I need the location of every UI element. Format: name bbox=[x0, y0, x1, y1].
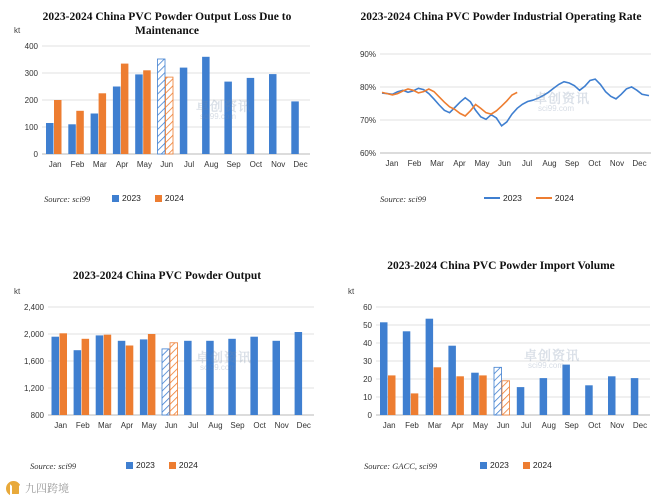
svg-text:Jul: Jul bbox=[520, 421, 532, 430]
svg-text:0: 0 bbox=[367, 411, 372, 420]
svg-text:Oct: Oct bbox=[253, 421, 266, 430]
y-axis-unit-loss: kt bbox=[14, 26, 21, 35]
panel-title-output: 2023-2024 China PVC Powder Output bbox=[72, 270, 262, 282]
panel-title-output-loss: 2023-2024 China PVC Powder Output Loss Due to Maintenance bbox=[42, 11, 292, 37]
panel-title-operating-rate: 2023-2024 China PVC Powder Industrial Operating Rate bbox=[360, 11, 642, 23]
svg-text:Feb: Feb bbox=[75, 421, 90, 430]
legend-label: 2023 bbox=[122, 193, 141, 203]
legend-line-icon bbox=[536, 197, 552, 200]
svg-text:May: May bbox=[141, 421, 157, 430]
legend-label: 2024 bbox=[532, 460, 552, 470]
svg-text:Nov: Nov bbox=[274, 421, 289, 430]
svg-text:1,200: 1,200 bbox=[23, 384, 44, 393]
watermark-text: 卓创资讯 bbox=[196, 350, 253, 365]
svg-text:Apr: Apr bbox=[451, 421, 464, 430]
watermark-subtext: sci99.com bbox=[200, 112, 237, 121]
legend-swatch-icon bbox=[155, 195, 162, 202]
svg-text:Oct: Oct bbox=[588, 421, 601, 430]
legend-swatch-icon bbox=[126, 462, 133, 469]
watermark-subtext: sci99.com bbox=[538, 104, 575, 113]
svg-text:Jun: Jun bbox=[498, 159, 511, 168]
panel-output bbox=[0, 249, 334, 499]
svg-text:30: 30 bbox=[363, 357, 372, 366]
svg-text:70%: 70% bbox=[359, 116, 376, 125]
legend-label: 2024 bbox=[178, 460, 198, 470]
svg-text:400: 400 bbox=[24, 42, 38, 51]
svg-text:Jun: Jun bbox=[496, 421, 510, 430]
svg-text:Dec: Dec bbox=[632, 421, 648, 430]
svg-text:300: 300 bbox=[24, 69, 38, 78]
watermark-subtext: sci99.com bbox=[200, 363, 237, 372]
svg-text:50: 50 bbox=[363, 321, 372, 330]
legend-item-2024 bbox=[155, 193, 184, 203]
legend-label: 2024 bbox=[554, 193, 574, 203]
legend-label: 2023 bbox=[490, 460, 509, 470]
panel-title-import-volume: 2023-2024 China PVC Powder Import Volume bbox=[387, 260, 615, 272]
svg-text:Jan: Jan bbox=[385, 159, 399, 168]
legend-swatch-icon bbox=[523, 462, 530, 469]
legend-item-2023 bbox=[480, 460, 509, 470]
svg-text:Aug: Aug bbox=[541, 421, 556, 430]
source-note-operating-rate: Source: sci99 bbox=[380, 194, 427, 204]
y-axis-unit-output: kt bbox=[14, 287, 21, 296]
svg-text:Jan: Jan bbox=[54, 421, 68, 430]
logo-mark-icon bbox=[6, 481, 21, 496]
source-note-import: Source: GACC, sci99 bbox=[364, 461, 438, 471]
svg-text:Oct: Oct bbox=[249, 160, 263, 169]
svg-text:May: May bbox=[472, 421, 488, 430]
plot-output bbox=[8, 297, 324, 447]
svg-text:Sep: Sep bbox=[230, 421, 245, 430]
legend-swatch-icon bbox=[169, 462, 176, 469]
svg-text:Apr: Apr bbox=[453, 159, 466, 168]
svg-text:Feb: Feb bbox=[405, 421, 419, 430]
svg-text:Jan: Jan bbox=[48, 160, 62, 169]
logo-text: 九四跨境 bbox=[25, 483, 69, 495]
svg-text:Aug: Aug bbox=[208, 421, 223, 430]
panel-operating-rate bbox=[334, 0, 668, 249]
svg-text:Dec: Dec bbox=[293, 160, 308, 169]
svg-text:Nov: Nov bbox=[271, 160, 286, 169]
legend-item-2024 bbox=[169, 460, 198, 470]
svg-text:Jul: Jul bbox=[521, 159, 533, 168]
svg-text:80%: 80% bbox=[359, 83, 376, 92]
source-note-loss: Source: sci99 bbox=[44, 194, 91, 204]
svg-text:Oct: Oct bbox=[588, 159, 601, 168]
svg-text:Nov: Nov bbox=[609, 159, 625, 168]
watermark-text: 卓创资讯 bbox=[534, 91, 591, 106]
plot-output-loss bbox=[10, 36, 320, 186]
legend-output bbox=[126, 460, 198, 470]
svg-text:Sep: Sep bbox=[226, 160, 241, 169]
svg-text:May: May bbox=[474, 159, 490, 168]
svg-text:Dec: Dec bbox=[632, 159, 647, 168]
svg-text:40: 40 bbox=[363, 339, 372, 348]
svg-text:90%: 90% bbox=[359, 50, 376, 59]
svg-text:Apr: Apr bbox=[120, 421, 134, 430]
site-logo bbox=[6, 480, 69, 496]
svg-text:Mar: Mar bbox=[427, 421, 442, 430]
legend-item-2024 bbox=[523, 460, 552, 470]
svg-text:Jan: Jan bbox=[382, 421, 396, 430]
svg-text:Aug: Aug bbox=[204, 160, 219, 169]
svg-text:May: May bbox=[136, 160, 152, 169]
legend-import-volume bbox=[480, 460, 552, 470]
legend-item-2023 bbox=[112, 193, 141, 203]
watermark-text: 卓创资讯 bbox=[196, 99, 253, 114]
legend-output-loss bbox=[112, 193, 184, 203]
legend-item-2023 bbox=[126, 460, 155, 470]
svg-text:2,400: 2,400 bbox=[23, 303, 44, 312]
legend-swatch-icon bbox=[112, 195, 119, 202]
svg-text:Mar: Mar bbox=[92, 160, 107, 169]
svg-text:Sep: Sep bbox=[564, 421, 579, 430]
panel-output-loss bbox=[0, 0, 334, 249]
source-note-output: Source: sci99 bbox=[30, 461, 77, 471]
svg-text:Jun: Jun bbox=[160, 160, 174, 169]
legend-swatch-icon bbox=[480, 462, 487, 469]
svg-text:2,000: 2,000 bbox=[23, 330, 44, 339]
svg-text:Jul: Jul bbox=[183, 160, 195, 169]
plot-operating-rate bbox=[346, 42, 658, 182]
svg-text:10: 10 bbox=[363, 393, 372, 402]
svg-text:Sep: Sep bbox=[564, 159, 580, 168]
legend-line-icon bbox=[484, 197, 500, 200]
svg-text:Aug: Aug bbox=[542, 159, 557, 168]
svg-text:Apr: Apr bbox=[115, 160, 129, 169]
svg-text:20: 20 bbox=[363, 375, 372, 384]
svg-text:60%: 60% bbox=[359, 149, 376, 158]
watermark-subtext: sci99.com bbox=[528, 361, 565, 370]
svg-text:Jun: Jun bbox=[164, 421, 178, 430]
legend-label: 2024 bbox=[164, 193, 184, 203]
svg-text:100: 100 bbox=[24, 123, 38, 132]
svg-text:1,600: 1,600 bbox=[23, 357, 44, 366]
svg-text:Nov: Nov bbox=[610, 421, 625, 430]
svg-text:Feb: Feb bbox=[70, 160, 85, 169]
legend-item-2023 bbox=[484, 193, 522, 203]
svg-text:Mar: Mar bbox=[98, 421, 112, 430]
svg-text:800: 800 bbox=[30, 411, 44, 420]
svg-text:60: 60 bbox=[363, 303, 372, 312]
legend-label: 2023 bbox=[136, 460, 155, 470]
svg-text:Jul: Jul bbox=[188, 421, 199, 430]
plot-import-volume bbox=[344, 297, 660, 447]
svg-text:Feb: Feb bbox=[407, 159, 422, 168]
svg-text:Mar: Mar bbox=[430, 159, 444, 168]
legend-item-2024 bbox=[536, 193, 574, 203]
legend-operating-rate bbox=[484, 193, 574, 203]
legend-label: 2023 bbox=[503, 193, 522, 203]
y-axis-unit-import: kt bbox=[348, 287, 355, 296]
panel-import-volume bbox=[334, 249, 668, 499]
svg-text:200: 200 bbox=[24, 96, 38, 105]
watermark-text: 卓创资讯 bbox=[524, 348, 581, 363]
svg-text:Dec: Dec bbox=[296, 421, 311, 430]
svg-text:0: 0 bbox=[33, 150, 38, 159]
